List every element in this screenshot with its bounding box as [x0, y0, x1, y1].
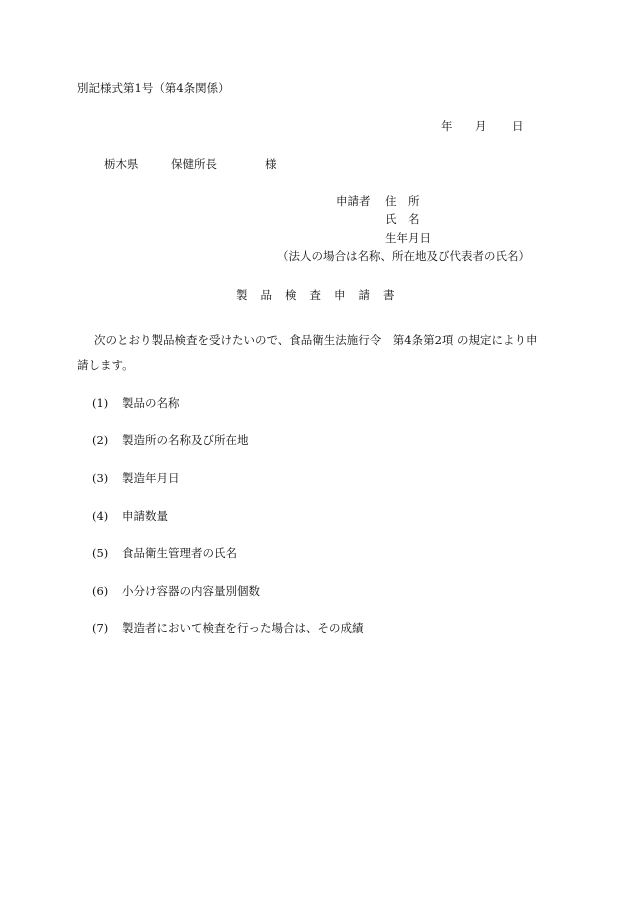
- applicant-address-label: 住 所: [385, 194, 420, 208]
- item-label: 食品衛生管理者の氏名: [122, 546, 237, 560]
- date-day-label: 日: [512, 119, 524, 133]
- item-number: (2): [92, 433, 109, 447]
- applicant-birthdate-label: 生年月日: [385, 231, 431, 245]
- body-text-line-2: 請します。: [77, 358, 134, 372]
- applicant-name-label: 氏 名: [385, 212, 420, 226]
- item-number: (7): [92, 621, 109, 635]
- item-number: (5): [92, 546, 109, 560]
- document-title: 製品検査申請書: [236, 288, 408, 302]
- date-month-label: 月: [475, 119, 487, 133]
- date-line: [441, 119, 524, 133]
- addressee-honorific: 様: [265, 157, 277, 171]
- addressee-line: [104, 157, 277, 171]
- list-item: [92, 584, 260, 598]
- list-item: [92, 621, 364, 635]
- addressee-office: 保健所長: [171, 157, 217, 171]
- list-item: [92, 433, 249, 447]
- corporate-note: （法人の場合は名称、所在地及び代表者の氏名）: [277, 249, 530, 263]
- item-label: 小分け容器の内容量別個数: [122, 584, 260, 598]
- item-label: 製造年月日: [122, 471, 180, 485]
- list-item: [92, 509, 168, 523]
- item-number: (6): [92, 584, 109, 598]
- date-year-label: 年: [441, 119, 453, 133]
- applicant-label: 申請者: [336, 194, 371, 208]
- item-number: (3): [92, 471, 109, 485]
- item-number: (4): [92, 509, 109, 523]
- list-item: [92, 471, 180, 485]
- list-item: [92, 396, 180, 410]
- item-label: 製造者において検査を行った場合は、その成績: [122, 621, 364, 635]
- addressee-prefecture: 栃木県: [104, 157, 139, 171]
- list-item: [92, 546, 237, 560]
- item-label: 申請数量: [122, 509, 168, 523]
- item-label: 製品の名称: [122, 396, 180, 410]
- body-text-line-1: 次のとおり製品検査を受けたいので、食品衛生法施行令 第4条第2項 の規定により申: [94, 333, 538, 347]
- form-number: 別記様式第1号（第4条関係）: [77, 81, 230, 95]
- item-number: (1): [92, 396, 109, 410]
- item-label: 製造所の名称及び所在地: [122, 433, 249, 447]
